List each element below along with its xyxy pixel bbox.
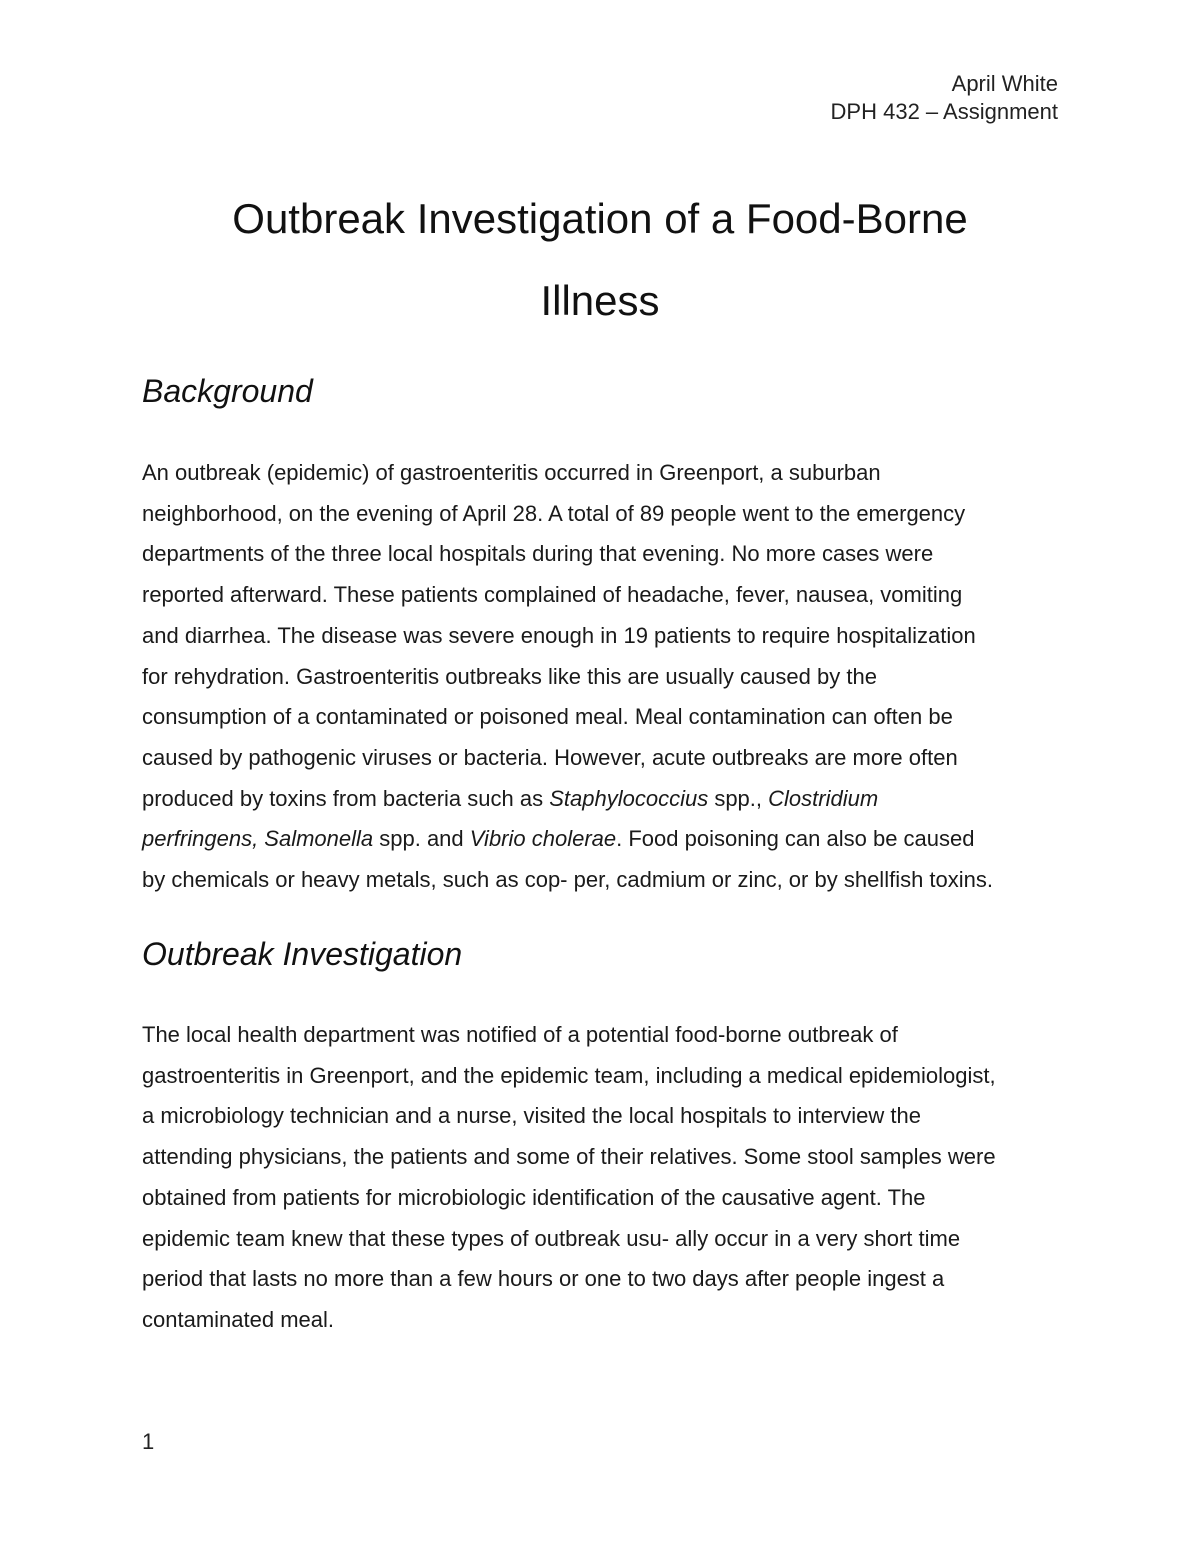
paragraph-line: An outbreak (epidemic) of gastroenteritis occurred in Greenport, a suburban bbox=[142, 460, 881, 485]
paragraph-line: by chemicals or heavy metals, such as cop- per, cadmium or zinc, or by shellfish toxins. bbox=[142, 867, 994, 893]
paragraph-line: The local health department was notified of a potential food-borne outbreak of bbox=[142, 1022, 898, 1047]
organism-name: perfringens, Salmonella bbox=[142, 826, 374, 852]
course-label: DPH 432 – Assignment bbox=[830, 99, 1058, 124]
text-run: spp., bbox=[708, 785, 769, 811]
author-name: April White bbox=[951, 71, 1058, 96]
text-run: spp. and bbox=[373, 826, 470, 852]
paragraph-line: period that lasts no more than a few hours or one to two days after people ingest a bbox=[142, 1266, 945, 1292]
paragraph-line: contaminated meal. bbox=[142, 1306, 334, 1332]
paragraph-line: epidemic team knew that these types of outbreak usu- ally occur in a very short time bbox=[142, 1225, 961, 1251]
text-run: . Food poisoning can also be caused bbox=[616, 826, 975, 852]
investigation-paragraph bbox=[142, 1015, 1058, 1341]
organism-name: Clostridium bbox=[768, 785, 879, 811]
organism-name: Vibrio cholerae bbox=[469, 826, 617, 852]
paragraph-line: departments of the three local hospitals during that evening. No more cases were bbox=[142, 541, 934, 567]
paragraph-line: attending physicians, the patients and some of their relatives. Some stool samples were bbox=[142, 1144, 996, 1170]
paragraph-line: obtained from patients for microbiologic identification of the causative agent. The bbox=[142, 1184, 926, 1210]
organism-name: Staphylococcius bbox=[549, 785, 709, 811]
text-run: produced by toxins from bacteria such as bbox=[142, 785, 550, 811]
paragraph-line: reported afterward. These patients complained of headache, fever, nausea, vomiting bbox=[142, 582, 963, 608]
title-line-2: Illness bbox=[540, 277, 660, 324]
document-title bbox=[142, 178, 1058, 342]
paragraph-line: caused by pathogenic viruses or bacteria. However, acute outbreaks are more often bbox=[142, 744, 958, 770]
background-paragraph bbox=[142, 453, 1058, 901]
title-line-1: Outbreak Investigation of a Food-Borne bbox=[232, 195, 968, 242]
paragraph-line bbox=[142, 819, 1058, 860]
page-number: 1 bbox=[142, 1429, 155, 1454]
paragraph-line: a microbiology technician and a nurse, visited the local hospitals to interview the bbox=[142, 1103, 921, 1129]
paragraph-line: neighborhood, on the evening of April 28. A total of 89 people went to the emergency bbox=[142, 500, 966, 526]
paragraph-line: consumption of a contaminated or poisoned meal. Meal contamination can often be bbox=[142, 704, 953, 730]
paragraph-line: for rehydration. Gastroenteritis outbreaks like this are usually caused by the bbox=[142, 663, 877, 689]
section-heading-outbreak-investigation: Outbreak Investigation bbox=[142, 936, 463, 972]
document-header bbox=[831, 70, 1058, 126]
paragraph-line bbox=[142, 779, 1058, 820]
paragraph-line: and diarrhea. The disease was severe enough in 19 patients to require hospitalization bbox=[142, 622, 976, 648]
section-heading-background: Background bbox=[142, 373, 313, 409]
paragraph-line: gastroenteritis in Greenport, and the epidemic team, including a medical epidemiologist, bbox=[142, 1062, 996, 1088]
